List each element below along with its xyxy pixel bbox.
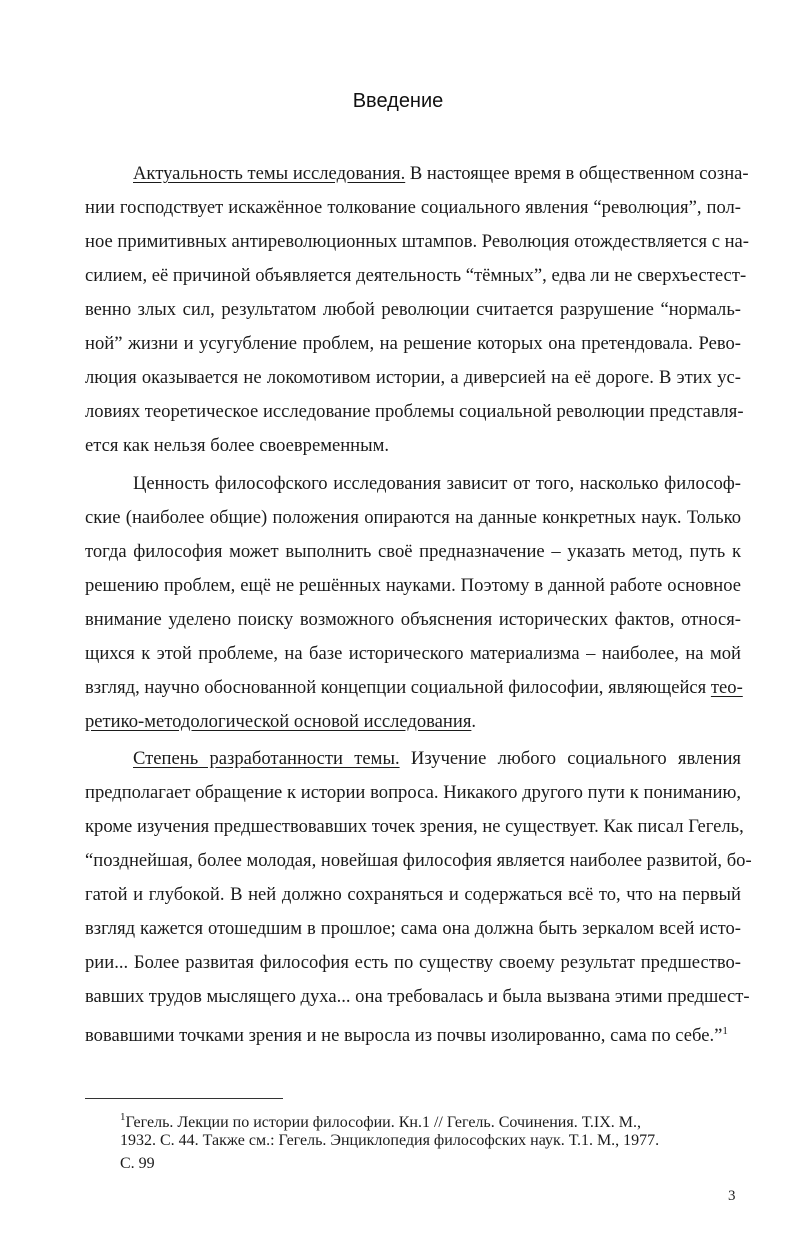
paragraph-2-line-7: взгляд, научно обоснованной концепции социальной философии, являющейся тео- (85, 677, 743, 698)
paragraph-2-line-5: внимание уделено поиску возможного объяснения исторических фактов, относя- (85, 609, 741, 630)
paragraph-2-line-6: щихся к этой проблеме, на базе исторического материализма – наиболее, на мой (85, 643, 741, 664)
paragraph-3-line-7: рии... Более развитая философия есть по существу своему результат предшество- (85, 952, 741, 973)
footnote-marker: 1 (120, 1111, 126, 1123)
footnote-line-2: 1932. С. 44. Также см.: Гегель. Энциклопедия философских наук. Т.1. М., 1977. (120, 1132, 660, 1149)
paragraph-2-line-1: Ценность философского исследования зависит от того, насколько философ- (133, 473, 741, 494)
paragraph-3-line-3: кроме изучения предшествовавших точек зрения, не существует. Как писал Гегель, (85, 816, 744, 837)
methodology-basis-underlined: ретико-методологической основой исследования (85, 711, 472, 732)
paragraph-1-line-7: люция оказывается не локомотивом истории, а диверсией на её дороге. В этих ус- (85, 367, 741, 388)
paragraph-1-line-1: Актуальность темы исследования. В настоящее время в общественном созна- (133, 163, 749, 184)
paragraph-3-line-6: взгляд кажется отошедшим в прошлое; сама она должна быть зеркалом всей исто- (85, 918, 741, 939)
paragraph-1-line-5: венно злых сил, результатом любой революции считается разрушение “нормаль- (85, 299, 741, 320)
paragraph-2-line-8: ретико-методологической основой исследования. (85, 711, 477, 732)
paragraph-1-line-3: ное примитивных антиреволюционных штампов. Революция отождествляется с на- (85, 231, 749, 252)
footnote-line-1: $^1$Гегель. Лекции по истории философии. Кн.1 // Гегель. Сочинения. Т.IX. М., (120, 1111, 641, 1131)
footnote-separator (85, 1098, 283, 1099)
paragraph-1-line-4: силием, её причиной объявляется деятельность “тёмных”, едва ли не сверхъестест- (85, 265, 747, 286)
paragraph-2-line-2: ские (наиболее общие) положения опираются на данные конкретных наук. Только (85, 507, 741, 528)
footnote-reference: 1 (722, 1025, 728, 1037)
paragraph-3-line-8: вавших трудов мыслящего духа... она требовалась и была вызвана этими предшест- (85, 986, 750, 1007)
page-title: Введение (352, 90, 444, 112)
footnote-line-3: С. 99 (120, 1155, 155, 1172)
page-number: 3 (728, 1188, 736, 1204)
paragraph-3-line-4: “позднейшая, более молодая, новейшая философия является наиболее развитой, бо- (85, 850, 752, 871)
paragraph-3-line-5: гатой и глубокой. В ней должно сохраняться и содержаться всё то, что на первый (85, 884, 741, 905)
paragraph-3-line-1: Степень разработанности темы. Изучение любого социального явления (133, 748, 741, 769)
section-heading-development: Степень разработанности темы. (133, 748, 400, 769)
paragraph-2-line-4: решению проблем, ещё не решённых науками. Поэтому в данной работе основное (85, 575, 741, 596)
paragraph-1-line-8: ловиях теоретическое исследование проблемы социальной революции представля- (85, 401, 744, 422)
paragraph-3-line-9: вовавшими точками зрения и не выросла из почвы изолированно, сама по себе.”$^1$ (85, 1025, 728, 1046)
paragraph-1-line-9: ется как нельзя более своевременным. (85, 435, 390, 456)
paragraph-1-line-2: нии господствует искажённое толкование социального явления “революция”, пол- (85, 197, 741, 218)
paragraph-2-line-3: тогда философия может выполнить своё предназначение – указать метод, путь к (85, 541, 741, 562)
paragraph-1-line-6: ной” жизни и усугубление проблем, на решение которых она претендовала. Рево- (85, 333, 741, 354)
section-heading-relevance: Актуальность темы исследования. (133, 163, 406, 184)
paragraph-3-line-2: предполагает обращение к истории вопроса. Никакого другого пути к пониманию, (85, 782, 741, 803)
